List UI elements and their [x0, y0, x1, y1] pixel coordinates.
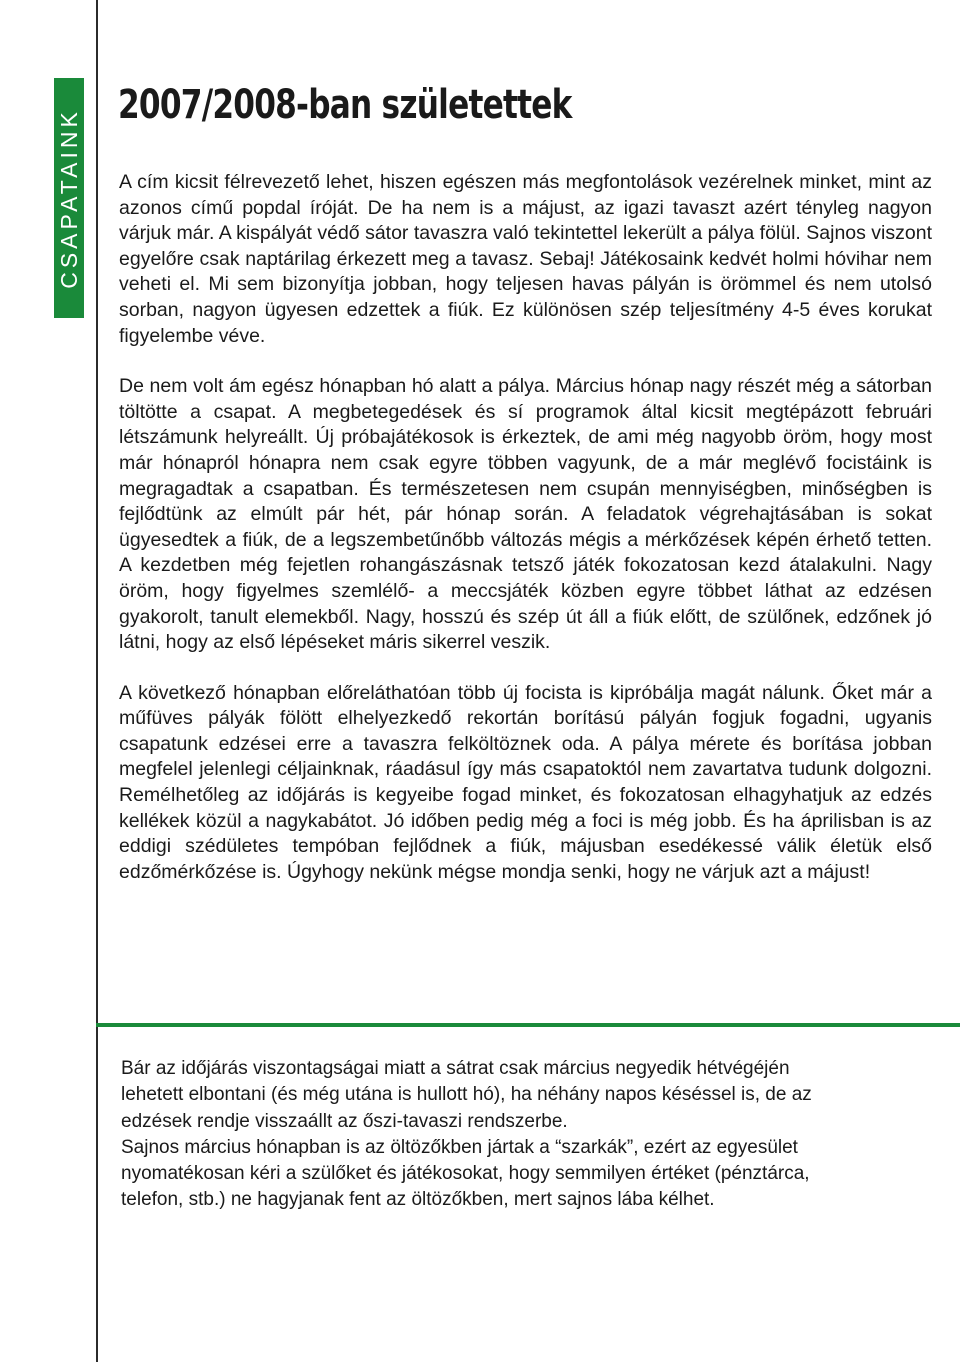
section-tab-label: CSAPATAINK [55, 107, 82, 289]
vertical-page-rule [96, 0, 98, 1362]
article-paragraph: A cím kicsit félrevezető lehet, hiszen egészen más megfontolások vezérelnek minket, mint az azonos című popdal íróját. De ha nem is a májust, az igazi tavaszt azért tényleg nagyon várjuk már. A kispályát védő sátor tavaszra való tekintettel lekerült a pálya fölül. Sajnos viszont egyelőre csak naptárilag érkezett meg a tavasz. Sebaj! Játékosaink kedvét holmi hóvihar nem veheti el. Mi sem bizonyítja jobban, hogy teljesen havas pályán is örömmel és nem utolsó sorban, nagyon ügyesen edzettek a fiúk. Ez különösen szép teljesítmény 4-5 éves korukat figyelembe véve. [119, 171, 932, 347]
notice-line: edzések rendje visszaállt az őszi-tavaszi rendszerbe. [121, 1110, 568, 1132]
notice-line: Bár az időjárás viszontagságai miatt a sátrat csak március negyedik hétvégéjén [121, 1058, 790, 1079]
notice-line: lehetett elbontani (és még utána is hullott hó), ha néhány napos késéssel is, de az [121, 1084, 812, 1106]
page-title: 2007/2008-ban születettek [118, 82, 572, 128]
article-body [119, 170, 932, 910]
notice-line: Sajnos március hónapban is az öltözőkben jártak a “szarkák”, ezért az egyesület [121, 1136, 798, 1158]
notice-line: telefon, stb.) ne hagyjanak fent az öltözőkben, mert sajnos lába kélhet. [121, 1189, 715, 1211]
section-divider [96, 1023, 960, 1027]
article-paragraph: A következő hónapban előreláthatóan több új focista is kipróbálja magát nálunk. Őket már a műfüves pályák fölött elhelyezkedő rekortán borítású pályán fogjuk fogadni, ugyanis csapatunk edzései erre a tavaszra felköltöznek oda. A pálya mérete és borítása jobban megfelel jelenlegi céljainknak, ráadásul így más csapatoktól nem zavartatva tudunk dolgozni. Remélhetőleg az időjárás is kegyeibe fogad minket, és fokozatosan elhagyhatjuk az edzés kellékek közül a nagykabátot. Jó időben pedig még a foci is még jobb. És ha áprilisban is az eddigi szédületes tempóban fejlődnek a fiúk, májusban esedékessé válik életük első edzőmérkőzése is. Úgyhogy nekünk mégse mondja senki, hogy ne várjuk azt a májust! [119, 681, 932, 883]
article-paragraph: De nem volt ám egész hónapban hó alatt a pálya. Március hónap nagy részét még a sátorban töltötte a csapat. A megbetegedések és sí programok által kicsit megtépázott februári létszámunk helyreállt. Új próbajátékosok is érkeztek, de ami még nagyobb öröm, hogy most már hónapról hónapra nem csak egyre többen vagyunk, de a már meglévő focistáink is megragadtak a csapatban. És természetesen nem csupán mennyiségben, minőségben is fejlődtünk az elmúlt pár hét, pár hónap során. A feladatok végrehajtásában is sokat ügyesedtek a fiúk, de a legszembetűnőbb változás mégis a mérkőzések képén érhető tetten. A kezdetben még fejetlen rohangászásnak tetsző játék fokozatosan kezd átalakulni. Nagy öröm, hogy figyelmes szemlélő- a meccsjáték közben egyre többet láthat az edzésen gyakorolt, tanult elemekből. Nagy, hosszú és szép út áll a fiúk előtt, de szülőnek, edzőnek jó látni, hogy az első lépéseket máris sikerrel veszik. [119, 375, 932, 654]
notice-box [121, 1056, 936, 1214]
notice-line: nyomatékosan kéri a szülőket és játékosokat, hogy semmilyen értéket (pénztárca, [121, 1163, 810, 1185]
section-tab [54, 78, 84, 318]
